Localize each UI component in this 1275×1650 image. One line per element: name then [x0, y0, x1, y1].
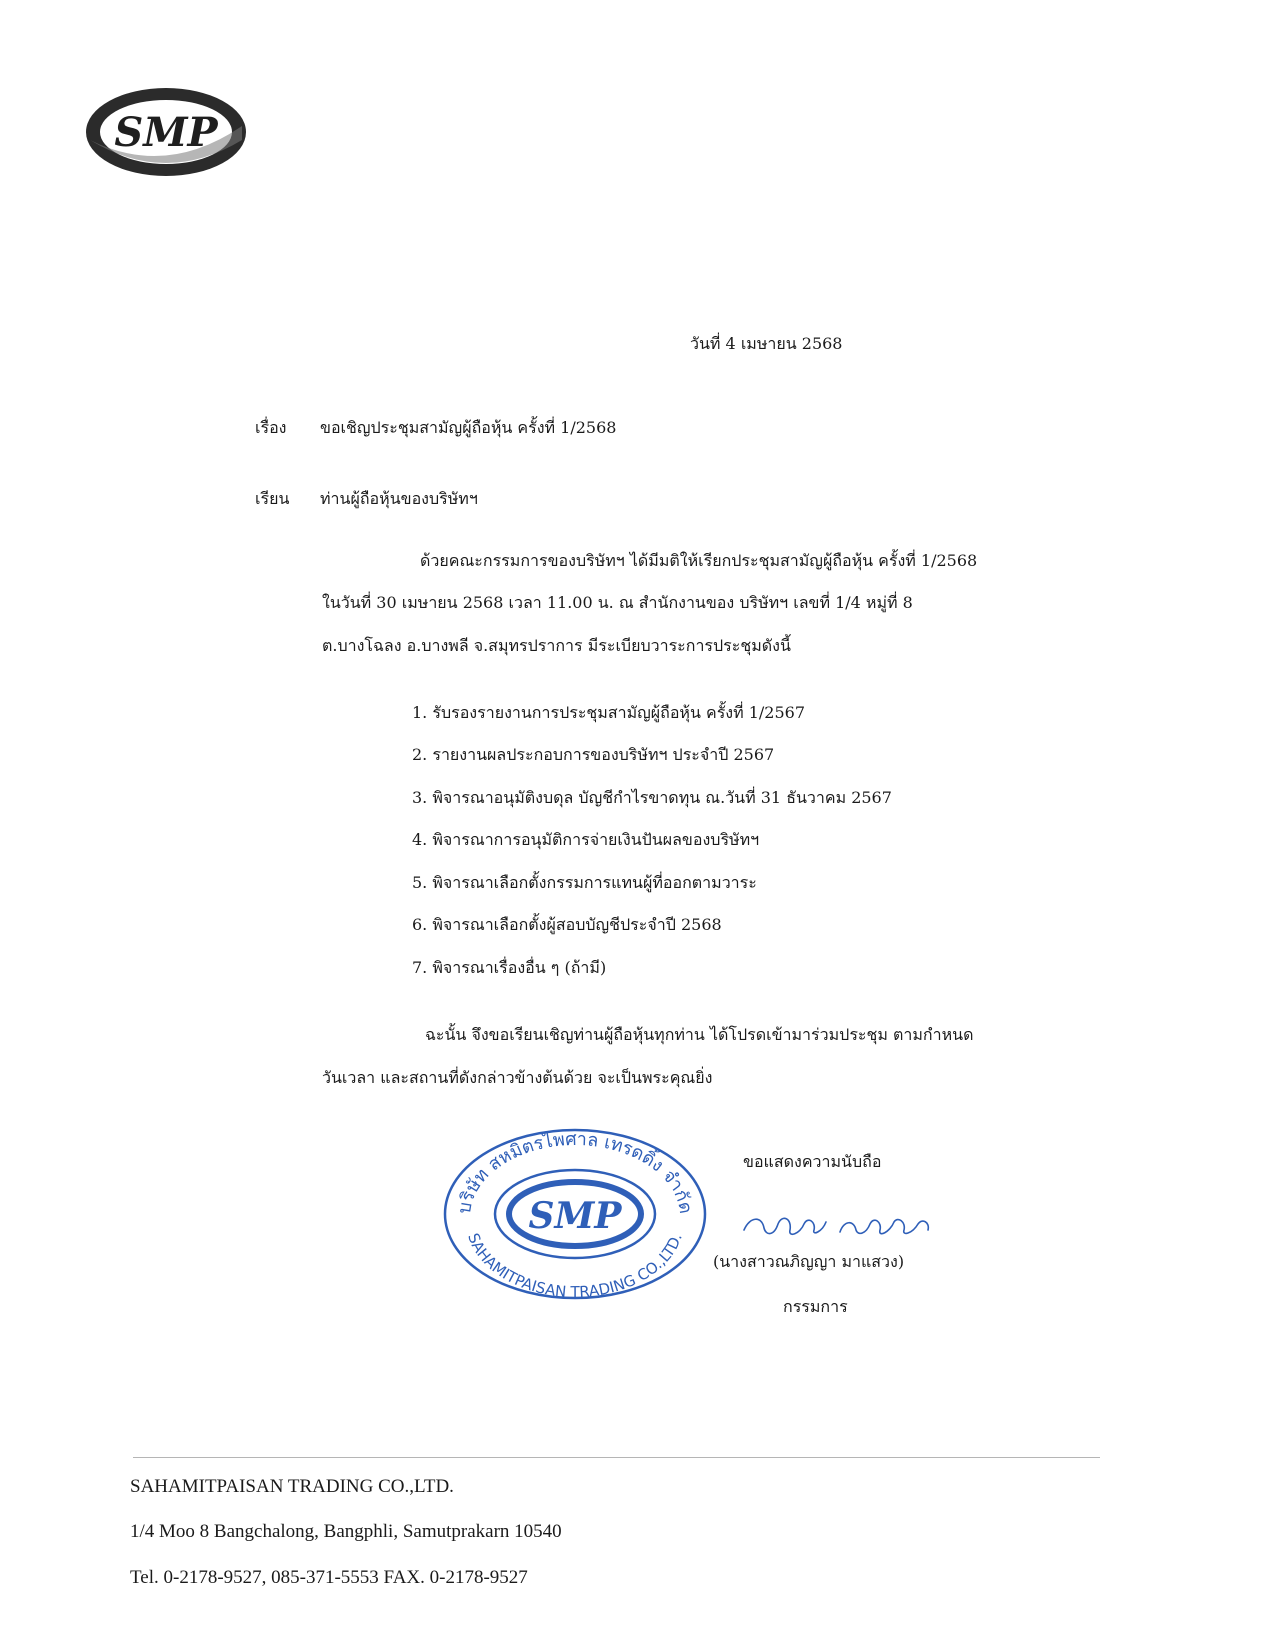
- intro-line: ด้วยคณะกรรมการของบริษัทฯ ได้มีมติให้เรียกประชุมสามัญผู้ถือหุ้น ครั้งที่ 1/2568: [420, 551, 978, 570]
- agenda-item: 3. พิจารณาอนุมัติงบดุล บัญชีกำไรขาดทุน ณ.วันที่ 31 ธันวาคม 2567: [412, 788, 892, 807]
- intro-line: ต.บางโฉลง อ.บางพลี จ.สมุทรปราการ มีระเบียบวาระการประชุมดังนี้: [322, 636, 791, 655]
- signer-title: กรรมการ: [783, 1297, 848, 1316]
- company-stamp: [440, 1125, 710, 1303]
- agenda-item: 6. พิจารณาเลือกตั้งผู้สอบบัญชีประจำปี 2568: [412, 915, 722, 934]
- agenda-item: 1. รับรองรายงานการประชุมสามัญผู้ถือหุ้น ครั้งที่ 1/2567: [412, 703, 806, 722]
- stamp-center-text: SMP: [528, 1195, 622, 1237]
- signer-name: (นางสาวณภิญญา มาแสวง): [713, 1252, 905, 1271]
- intro-line: ในวันที่ 30 เมษายน 2568 เวลา 11.00 น. ณ สำนักงานของ บริษัทฯ เลขที่ 1/4 หมู่ที่ 8: [322, 593, 913, 612]
- closing-line: วันเวลา และสถานที่ดังกล่าวข้างต้นด้วย จะเป็นพระคุณยิ่ง: [322, 1068, 713, 1087]
- closing-salutation: ขอแสดงความนับถือ: [743, 1152, 882, 1171]
- footer-contact: Tel. 0-2178-9527, 085-371-5553 FAX. 0-2178-9527: [130, 1567, 528, 1588]
- stamp-bottom-text: SAHAMITPAISAN TRADING CO.,LTD.: [464, 1230, 686, 1302]
- closing-line: ฉะนั้น จึงขอเรียนเชิญท่านผู้ถือหุ้นทุกท่าน ได้โปรดเข้ามาร่วมประชุม ตามกำหนด: [425, 1025, 974, 1044]
- company-logo: [82, 82, 250, 182]
- agenda-item: 2. รายงานผลประกอบการของบริษัทฯ ประจำปี 2567: [412, 745, 775, 764]
- subject-label: เรื่อง: [255, 418, 287, 437]
- recipient-label: เรียน: [255, 489, 290, 508]
- letter-date: วันที่ 4 เมษายน 2568: [690, 334, 843, 353]
- agenda-item: 4. พิจารณาการอนุมัติการจ่ายเงินปันผลของบริษัทฯ: [412, 830, 760, 849]
- agenda-item: 5. พิจารณาเลือกตั้งกรรมการแทนผู้ที่ออกตามวาระ: [412, 873, 757, 892]
- logo-text: SMP: [114, 109, 218, 156]
- stamp-top-text: บริษัท สหมิตรไพศาล เทรดดิ้ง จำกัด: [453, 1128, 697, 1216]
- footer-address: 1/4 Moo 8 Bangchalong, Bangphli, Samutprakarn 10540: [130, 1521, 562, 1542]
- handwritten-signature: [740, 1208, 940, 1242]
- footer-divider: [133, 1457, 1100, 1458]
- recipient-text: ท่านผู้ถือหุ้นของบริษัทฯ: [320, 489, 478, 508]
- subject-text: ขอเชิญประชุมสามัญผู้ถือหุ้น ครั้งที่ 1/2568: [320, 418, 617, 437]
- agenda-item: 7. พิจารณาเรื่องอื่น ๆ (ถ้ามี): [412, 958, 607, 977]
- footer-company: SAHAMITPAISAN TRADING CO.,LTD.: [130, 1476, 454, 1497]
